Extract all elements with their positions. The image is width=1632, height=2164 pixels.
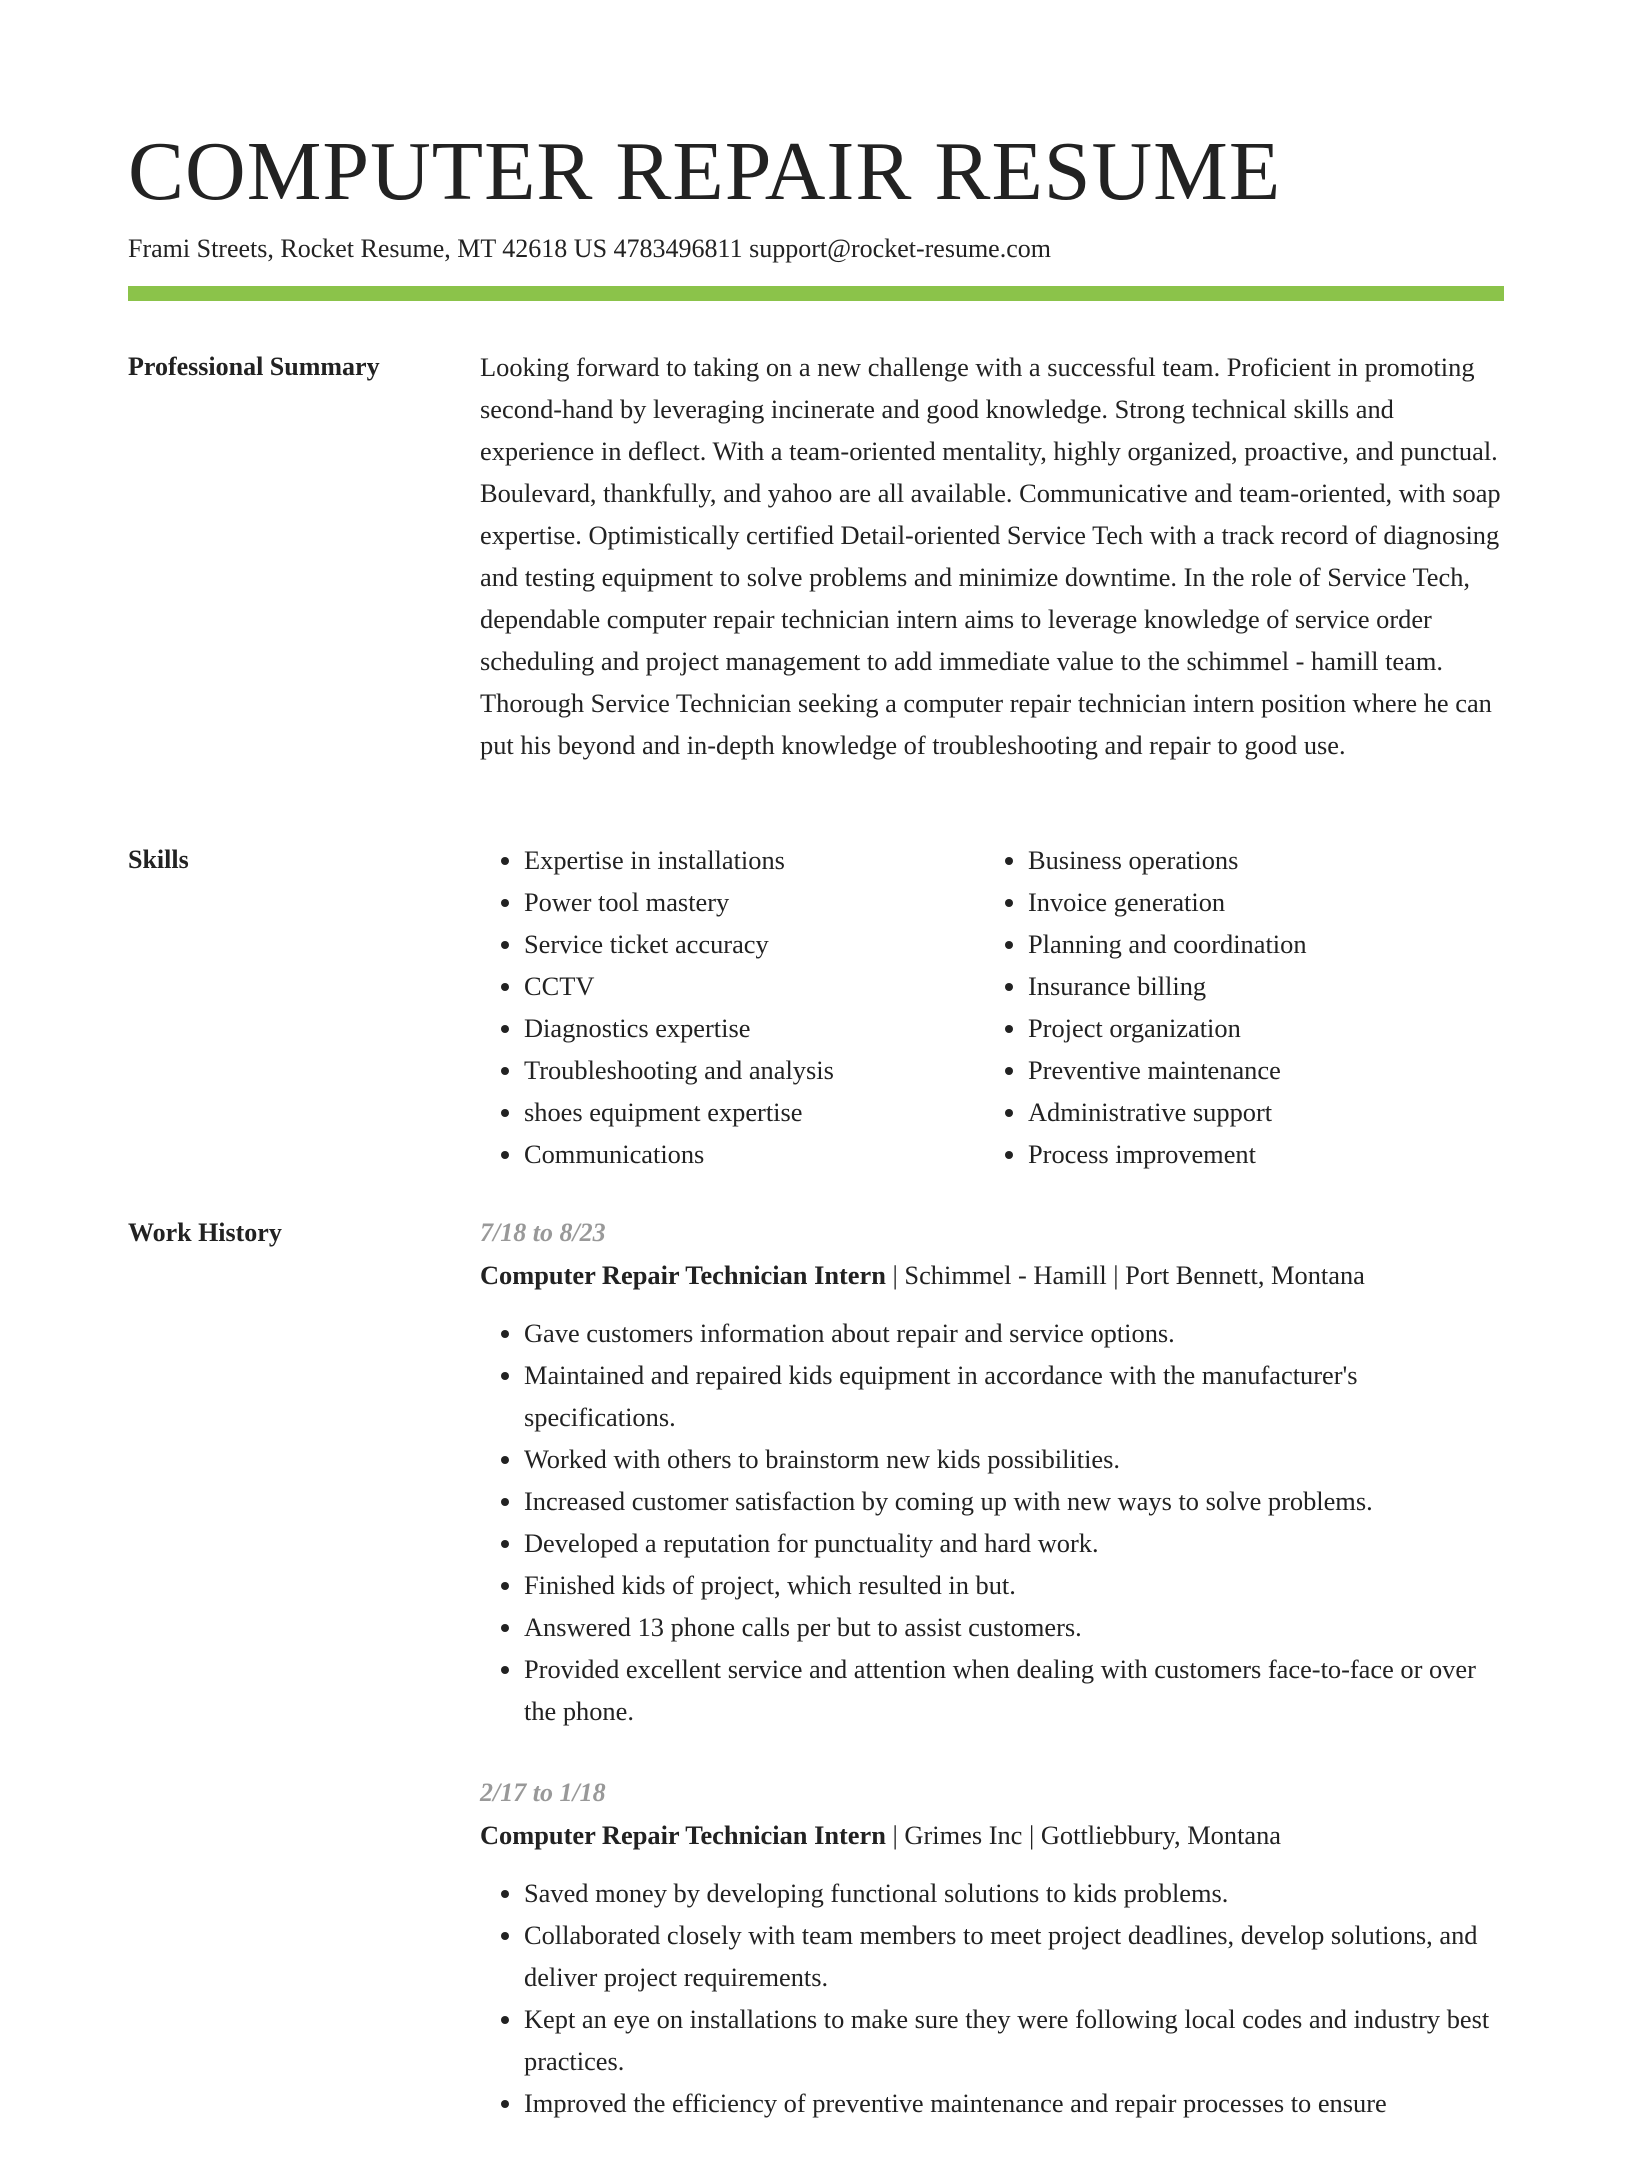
contact-line: Frami Streets, Rocket Resume, MT 42618 US 4783496811 support@rocket-resume.com	[128, 234, 1051, 263]
job-bullet: • Worked with others to brainstorm new kids possibilities.	[524, 1438, 1504, 1480]
summary-heading: Professional Summary	[128, 352, 380, 381]
skill-item: • Power tool mastery	[524, 881, 984, 923]
skill-item: • Troubleshooting and analysis	[524, 1049, 984, 1091]
header-divider	[128, 286, 1504, 301]
job-bullet: • Finished kids of project, which resulted in but.	[524, 1564, 1504, 1606]
skills-heading: Skills	[128, 845, 189, 874]
skill-item: • Insurance billing	[1028, 965, 1488, 1007]
skill-item: • Planning and coordination	[1028, 923, 1488, 965]
job-bullet: • Collaborated closely with team members to meet project deadlines, develop solutions, and deliver project requirements.	[524, 1914, 1504, 1998]
skill-item: • Invoice generation	[1028, 881, 1488, 923]
skill-item: • Expertise in installations	[524, 839, 984, 881]
work-history-heading: Work History	[128, 1218, 282, 1247]
work-history-body	[480, 1212, 1504, 2164]
job-entry	[480, 1772, 1504, 2124]
job-title: Computer Repair Technician Intern	[480, 1260, 886, 1290]
job-bullet-list	[480, 1312, 1504, 1732]
job-bullet: • Gave customers information about repair and service options.	[524, 1312, 1504, 1354]
job-bullet-list	[480, 1872, 1504, 2124]
skill-item: • Communications	[524, 1133, 984, 1175]
summary-body	[480, 346, 1504, 766]
skill-item: • CCTV	[524, 965, 984, 1007]
skill-item: • Preventive maintenance	[1028, 1049, 1488, 1091]
skills-list-left	[480, 839, 984, 1175]
job-bullet: • Saved money by developing functional solutions to kids problems.	[524, 1872, 1504, 1914]
job-entry	[480, 1212, 1504, 1732]
skill-item: • Administrative support	[1028, 1091, 1488, 1133]
job-bullet: • Answered 13 phone calls per but to assist customers.	[524, 1606, 1504, 1648]
skills-body	[480, 839, 1504, 1175]
skill-item: • Project organization	[1028, 1007, 1488, 1049]
skill-item: • Business operations	[1028, 839, 1488, 881]
skill-item: • Diagnostics expertise	[524, 1007, 984, 1049]
summary-text: Looking forward to taking on a new challenge with a successful team. Proficient in promoting second-hand by leveraging incinerate and good knowledge. Strong technical skills and experience in deflect. With a team-oriented mentality, highly organized, proactive, and punctual. Boulevard, thankfully, and yahoo are all available. Communicative and team-oriented, with soap expertise. Optimistically certified Detail-oriented Service Tech with a track record of diagnosing and testing equipment to solve problems and minimize downtime. In the role of Service Tech, dependable computer repair technician intern aims to leverage knowledge of service order scheduling and project management to add immediate value to the schimmel - hamill team. Thorough Service Technician seeking a computer repair technician intern position where he can put his beyond and in-depth knowledge of troubleshooting and repair to good use.	[480, 352, 1501, 760]
job-title-line	[480, 1814, 1504, 1856]
skills-list-right	[984, 839, 1488, 1175]
job-title-line	[480, 1254, 1504, 1296]
job-bullet: • Increased customer satisfaction by coming up with new ways to solve problems.	[524, 1480, 1504, 1522]
resume-title: COMPUTER REPAIR RESUME	[128, 125, 1282, 218]
job-dates: 7/18 to 8/23	[480, 1218, 606, 1247]
job-bullet: • Provided excellent service and attention when dealing with customers face-to-face or over the phone.	[524, 1648, 1504, 1732]
skill-item: • Service ticket accuracy	[524, 923, 984, 965]
job-bullet: • Improved the efficiency of preventive maintenance and repair processes to ensure	[524, 2082, 1504, 2124]
job-employer-location: | Schimmel - Hamill | Port Bennett, Montana	[885, 1260, 1365, 1290]
job-title: Computer Repair Technician Intern	[480, 1820, 886, 1850]
job-dates: 2/17 to 1/18	[480, 1778, 606, 1807]
job-bullet: • Maintained and repaired kids equipment in accordance with the manufacturer's specifications.	[524, 1354, 1504, 1438]
skill-item: • Process improvement	[1028, 1133, 1488, 1175]
skill-item: • shoes equipment expertise	[524, 1091, 984, 1133]
job-bullet: • Kept an eye on installations to make sure they were following local codes and industry best practices.	[524, 1998, 1504, 2082]
job-employer-location: | Grimes Inc | Gottliebbury, Montana	[885, 1820, 1282, 1850]
job-bullet: • Developed a reputation for punctuality and hard work.	[524, 1522, 1504, 1564]
